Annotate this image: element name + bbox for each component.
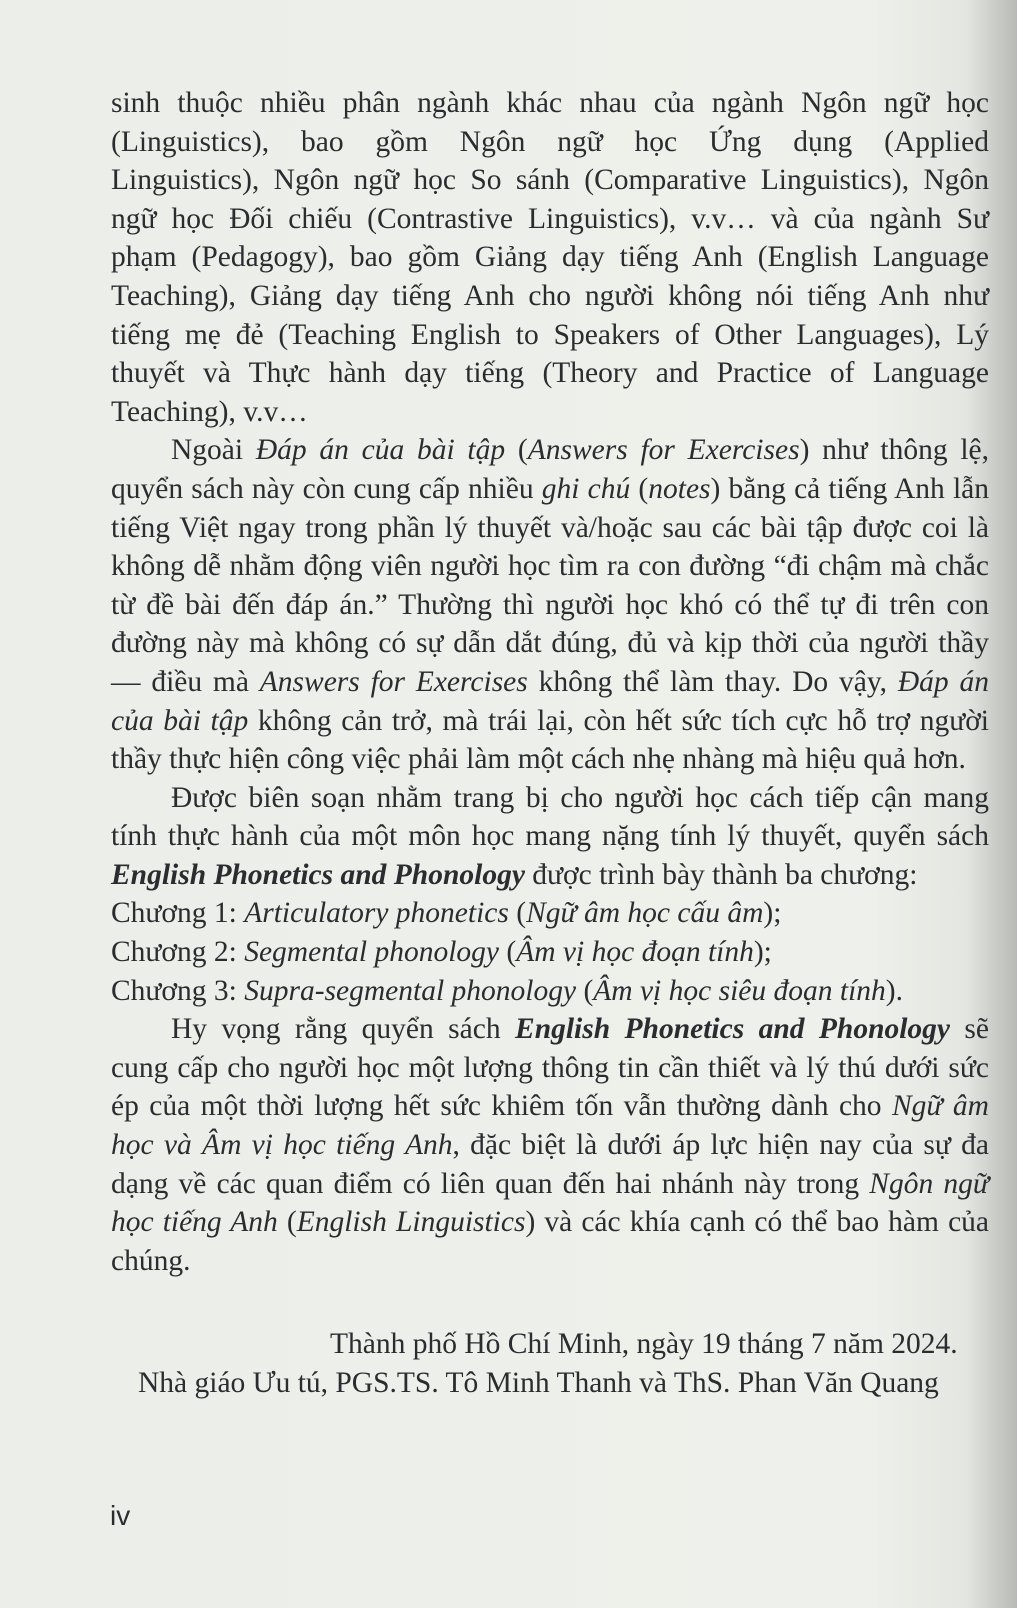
body-text [111,84,989,1280]
chapter-item: Chương 3: Supra-segmental phonology (Âm vị học siêu đoạn tính). [111,974,903,1007]
paragraph-4: Hy vọng rằng quyển sách English Phonetics and Phonology sẽ cung cấp cho người học một lượng thông tin cần thiết và lý thú dưới sức ép của một thời lượng hết sức khiêm tốn vẫn thường dành cho Ngữ âm học và Âm vị học tiếng Anh, đặc biệt là dưới áp lực hiện nay của sự đa dạng về các quan điểm có liên quan đến hai nhánh này trong Ngôn ngữ học tiếng Anh (English Linguistics) và các khía cạnh có thể bao hàm của chúng. [111,1013,990,1277]
authors-signature: Nhà giáo Ưu tú, PGS.TS. Tô Minh Thanh và ThS. Phan Văn Quang [138,1367,939,1399]
paragraph-3: Được biên soạn nhằm trang bị cho người học cách tiếp cận mang tính thực hành của một môn học mang nặng tính lý thuyết, quyển sách English Phonetics and Phonology được trình bày thành ba chương: [111,781,989,891]
chapter-item: Chương 2: Segmental phonology (Âm vị học đoạn tính); [111,936,772,969]
chapter-item: Chương 1: Articulatory phonetics (Ngữ âm học cấu âm); [111,897,782,930]
chapter-list [111,894,989,1010]
place-date: Thành phố Hồ Chí Minh, ngày 19 tháng 7 năm 2024. [330,1328,958,1360]
paragraph-2: Ngoài Đáp án của bài tập (Answers for Exercises) như thông lệ, quyển sách này còn cung cấp nhiều ghi chú (notes) bằng cả tiếng Anh lẫn tiếng Việt ngay trong phần lý thuyết và/hoặc sau các bài tập được coi là không dễ nhằm động viên người học tìm ra con đường “đi chậm mà chắc từ đề bài đến đáp án.” Thường thì người học khó có thể tự đi trên con đường này mà không có sự dẫn dắt đúng, đủ và kịp thời của người thầy — điều mà Answers for Exercises không thể làm thay. Do vậy, Đáp án của bài tập không cản trở, mà trái lại, còn hết sức tích cực hỗ trợ người thầy thực hiện công việc phải làm một cách nhẹ nhàng mà hiệu quả hơn. [111,434,989,776]
paragraph-1: sinh thuộc nhiều phân ngành khác nhau của ngành Ngôn ngữ học (Linguistics), bao gồm Ngôn ngữ học Ứng dụng (Applied Linguistics), Ngôn ngữ học So sánh (Comparative Linguistics), Ngôn ngữ học Đối chiếu (Contrastive Linguistics), v.v… và của ngành Sư phạm (Pedagogy), bao gồm Giảng dạy tiếng Anh (English Language Teaching), Giảng dạy tiếng Anh cho người không nói tiếng Anh như tiếng mẹ đẻ (Teaching English to Speakers of Other Languages), Lý thuyết và Thực hành dạy tiếng (Theory and Practice of Language Teaching), v.v… [111,87,989,428]
page-number: iv [110,1500,131,1531]
